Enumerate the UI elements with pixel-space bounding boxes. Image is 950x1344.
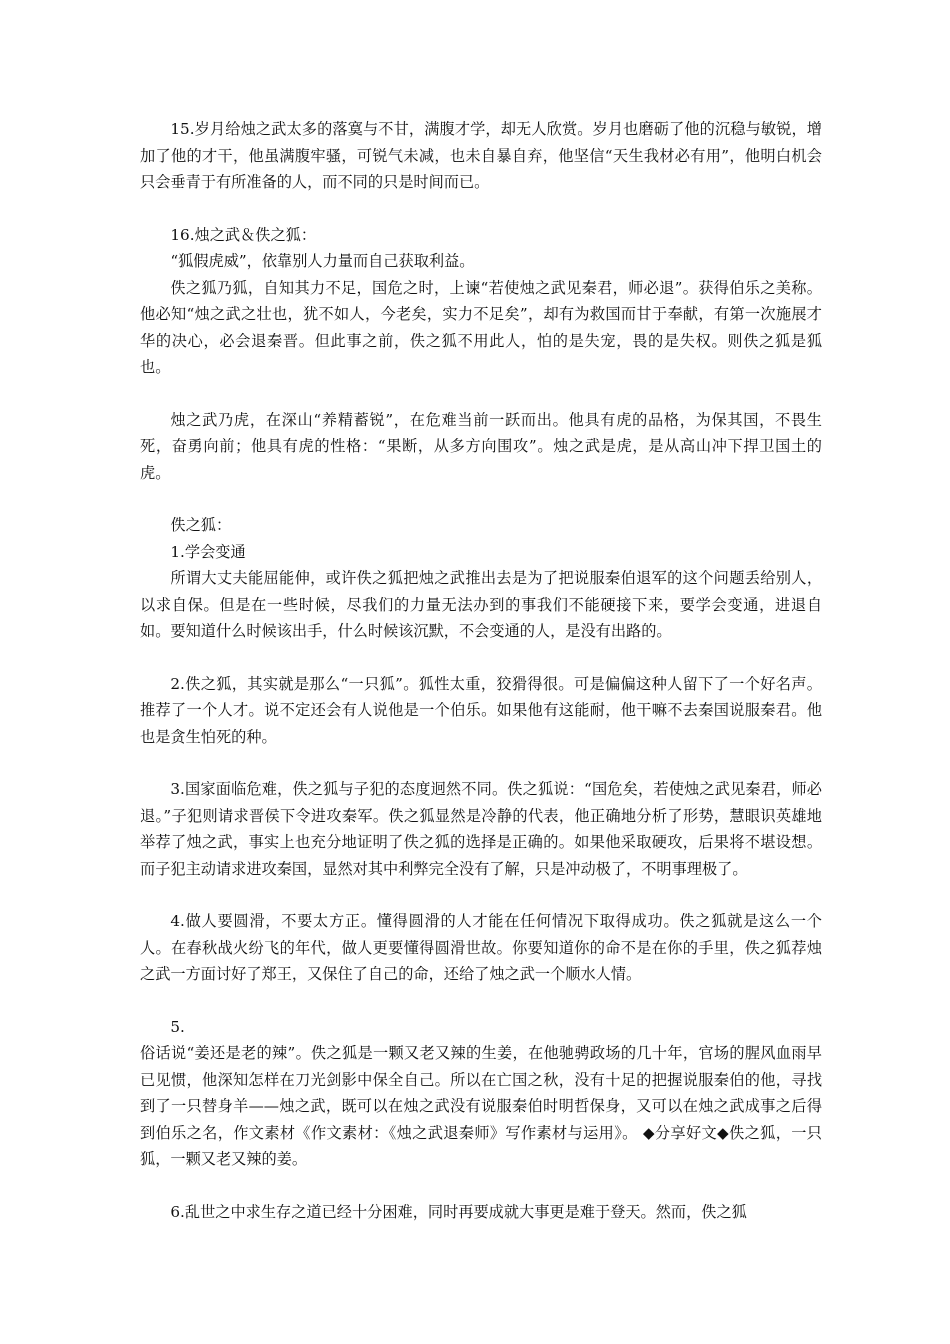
fox-point-1-heading: 1.学会变通 <box>170 542 246 561</box>
paragraph-gap <box>140 1173 822 1199</box>
fox-point-2: 2.佚之狐，其实就是那么“一只狐”。狐性太重，狡猾得很。可是偏偏这种人留下了一个好名声。推荐了一个人才。说不定还会有人说他是一个伯乐。如果他有这能耐，他干嘛不去秦国说服秦君。他也是贪生怕死的种。 <box>140 674 822 746</box>
paragraph-16-a: “狐假虎威”，依靠别人力量而自己获取利益。 <box>170 252 475 270</box>
paragraph-15: 15.岁月给烛之武太多的落寞与不甘，满腹才学，却无人欣赏。岁月也磨砺了他的沉稳与敏锐，增加了他的才干，他虽满腹牢骚，可锐气未减，也未自暴自弃，他坚信“天生我材必有用”，他明白机会只会垂青于有所准备的人，而不同的只是时间而已。 <box>140 120 822 191</box>
paragraph-16-b: 佚之狐乃狐，自知其力不足，国危之时，上谏“若使烛之武见秦君，师必退”。获得伯乐之美称。他必知“烛之武之壮也，犹不如人，今老矣，实力不足矣”，却有为救国而甘于奉献，有第一次施展才华的决心，必会退秦晋。但此事之前，佚之狐不用此人，怕的是失宠，畏的是失权。则佚之狐是狐也。 <box>140 278 822 376</box>
paragraph-gap <box>140 750 822 776</box>
document-page <box>140 116 822 1225</box>
fox-point-6: 6.乱世之中求生存之道已经十分困难，同时再要成就大事更是难于登天。然而，佚之狐 <box>170 1202 747 1221</box>
fox-point-4: 4.做人要圆滑，不要太方正。懂得圆滑的人才能在任何情况下取得成功。佚之狐就是这么一个人。在春秋战火纷飞的年代，做人更要懂得圆滑世故。你要知道你的命不是在你的手里，佚之狐荐烛之武一方面讨好了郑王，又保住了自己的命，还给了烛之武一个顺水人情。 <box>140 912 822 983</box>
fox-point-1-body: 所谓大丈夫能屈能伸，或许佚之狐把烛之武推出去是为了把说服秦伯退军的这个问题丢给别人，以求自保。但是在一些时候，尽我们的力量无法办到的事我们不能硬接下来，要学会变通，进退自如。要知道什么时候该出手，什么时候该沉默，不会变通的人，是没有出路的。 <box>140 569 822 640</box>
fox-point-5-number: 5. <box>170 1017 185 1036</box>
section-16-heading: 16.烛之武＆佚之狐： <box>170 225 317 244</box>
paragraph-gap <box>140 645 822 671</box>
paragraph-gap <box>140 882 822 908</box>
paragraph-16-c: 烛之武乃虎，在深山“养精蓄锐”，在危难当前一跃而出。他具有虎的品格，为保其国，不畏生死，奋勇向前；他具有虎的性格：“果断，从多方向围攻”。烛之武是虎，是从高山冲下捍卫国土的虎。 <box>140 410 822 482</box>
fox-section-heading: 佚之狐： <box>170 516 232 534</box>
paragraph-gap <box>140 988 822 1014</box>
paragraph-gap <box>140 381 822 407</box>
paragraph-gap <box>140 486 822 512</box>
paragraph-gap <box>140 196 822 222</box>
fox-point-3: 3.国家面临危难，佚之狐与子犯的态度迥然不同。佚之狐说：“国危矣，若使烛之武见秦君，师必退。”子犯则请求晋侯下令进攻秦军。佚之狐显然是冷静的代表，他正确地分析了形势，慧眼识英雄地举荐了烛之武，事实上也充分地证明了佚之狐的选择是正确的。如果他采取硬攻，后果将不堪设想。而子犯主动请求进攻秦国，显然对其中利弊完全没有了解，只是冲动极了，不明事理极了。 <box>140 780 822 878</box>
fox-point-5-body: 俗话说“姜还是老的辣”。佚之狐是一颗又老又辣的生姜，在他驰骋政场的几十年，官场的腥风血雨早已见惯，他深知怎样在刀光剑影中保全自己。所以在亡国之秋，没有十足的把握说服秦伯的他，寻找到了一只替身羊——烛之武，既可以在烛之武没有说服秦伯时明哲保身，又可以在烛之武成事之后得到伯乐之名，作文素材《作文素材：《烛之武退秦师》写作素材与运用》。 ◆分享好文◆佚之狐，一只狐，一颗又老又辣的姜。 <box>140 1044 822 1168</box>
